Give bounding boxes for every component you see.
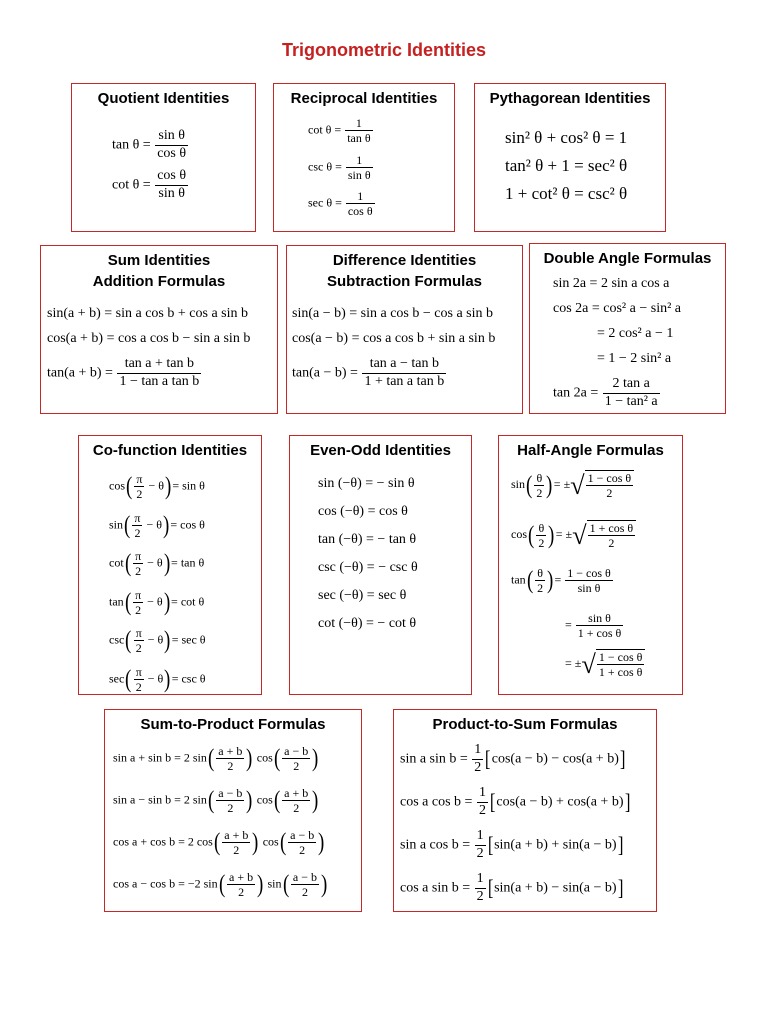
one-half: $\frac{1}{2}$: [476, 828, 484, 861]
product-to-sum-formula: cos a cos b = $\frac{1}{2}$ [cos(a − b) + cos(a + b)]: [400, 785, 631, 818]
cofunction-rhs: sin θ: [182, 478, 205, 493]
tan-double-formula: tan 2a = $\frac{\text{2 tan a}}{\text{1 − tan² a}}$: [553, 376, 658, 409]
reciprocal-identities-title: Reciprocal Identities: [290, 90, 438, 107]
stp-fraction-2: $\frac{a + b}{2}$: [284, 786, 309, 816]
evenodd-formula-4: csc (−θ) = − csc θ: [318, 560, 418, 575]
cofunction-rhs: tan θ: [180, 555, 205, 570]
cofunction-fn: tan: [109, 594, 124, 609]
sec-reciprocal-formula: sec θ = $\frac{1}{\text{cos θ}}$: [308, 189, 373, 219]
pts-rhs: sin(a + b) − sin(a − b): [494, 880, 617, 896]
cofunction-rhs: csc θ: [181, 671, 206, 686]
stp-lhs: sin a + sin b = 2 sin: [113, 750, 207, 765]
sum-to-product-formula: cos a + cos b = 2 cos( $\frac{a + b}{2}$ ) cos( $\frac{a - b}{2}$ ): [113, 828, 325, 858]
pi-over-2: $\frac{\pi}{2}$: [136, 472, 143, 502]
sum-to-product-formula: sin a − sin b = 2 sin( $\frac{a - b}{2}$ ) cos( $\frac{a + b}{2}$ ): [113, 786, 319, 816]
evenodd-formula-3: tan (−θ) = − tan θ: [318, 532, 417, 547]
sin-sum-formula: sin(a + b) = sin a cos b + cos a sin b: [47, 306, 248, 321]
stp-fraction-1: $\frac{a - b}{2}$: [218, 786, 243, 816]
sum-identities-title: Sum Identities: [107, 252, 211, 269]
pts-lhs: sin a sin b =: [400, 751, 468, 767]
page-title: Trigonometric Identities: [281, 40, 487, 60]
cofunction-formula: cos( $\frac{\pi}{2}$ − θ)= sin θ: [109, 472, 205, 502]
tan-half-angle-formula-2: = $\frac{\text{sin θ}}{\text{1 + cos θ}}$: [565, 611, 622, 641]
cos-double-formula-3: = 1 − 2 sin² a: [597, 351, 672, 366]
tan-quotient-formula: tan θ = $\frac{\text{sin θ}}{\text{cos θ}}$: [112, 128, 187, 161]
cot-quotient-formula: cot θ = $\frac{\text{cos θ}}{\text{sin θ}}$: [112, 168, 187, 201]
sum-to-product-title: Sum-to-Product Formulas: [140, 716, 326, 733]
difference-identities-title: Difference Identities: [332, 252, 477, 269]
cofunction-fn: cos: [109, 478, 125, 493]
cos-double-formula: cos 2a = cos² a − sin² a: [553, 301, 681, 316]
stp-fn2: sin: [267, 876, 282, 891]
one-half: $\frac{1}{2}$: [476, 871, 484, 904]
pts-rhs: cos(a − b) + cos(a + b): [496, 794, 624, 810]
evenodd-formula-6: cot (−θ) = − cot θ: [318, 616, 417, 631]
pythagorean-identities-title: Pythagorean Identities: [489, 90, 651, 107]
evenodd-identities-box: [289, 435, 472, 695]
half-angle-box: [498, 435, 683, 695]
pythagorean-formula-2: tan² θ + 1 = sec² θ: [505, 156, 628, 175]
evenodd-identities-title: Even-Odd Identities: [310, 442, 451, 459]
stp-fraction-1: $\frac{a + b}{2}$: [224, 828, 249, 858]
quotient-identities-title: Quotient Identities: [97, 90, 230, 107]
product-to-sum-formula: sin a cos b = $\frac{1}{2}$ [sin(a + b) + sin(a − b)]: [400, 828, 624, 861]
tan-difference-formula: tan(a − b) = $\frac{\text{tan a − tan b}}{\text{1 + tan a tan b}}$: [292, 356, 445, 389]
cot-reciprocal-formula: cot θ = $\frac{1}{\text{tan θ}}$: [308, 116, 371, 146]
cofunction-formula: sin( $\frac{\pi}{2}$ − θ)= cos θ: [109, 510, 205, 540]
cofunction-fn: sec: [109, 671, 125, 686]
cos-sum-formula: cos(a + b) = cos a cos b − sin a sin b: [47, 331, 251, 346]
pts-rhs: cos(a − b) − cos(a + b): [491, 751, 619, 767]
stp-fraction-1: $\frac{a + b}{2}$: [229, 870, 254, 900]
pythagorean-formula-1: sin² θ + cos² θ = 1: [505, 128, 628, 147]
stp-lhs: cos a + cos b = 2 cos: [113, 834, 213, 849]
addition-formulas-title: Addition Formulas: [92, 273, 226, 290]
pts-lhs: cos a cos b =: [400, 794, 473, 810]
cofunction-formula: csc( $\frac{\pi}{2}$ − θ)= sec θ: [109, 626, 206, 656]
sin-double-formula: sin 2a = 2 sin a cos a: [553, 276, 670, 291]
cofunction-rhs: cot θ: [180, 594, 205, 609]
evenodd-formula-1: sin (−θ) = − sin θ: [318, 476, 415, 491]
sum-to-product-formula: cos a − cos b = −2 sin( $\frac{a + b}{2}$ ) sin( $\frac{a - b}{2}$ ): [113, 870, 328, 900]
pts-lhs: cos a sin b =: [400, 880, 471, 896]
sin-half-angle-formula: sin( $\frac{\theta}{2}$ )= ±√ $\frac{\text{1 − cos θ}}{2}$: [511, 470, 634, 501]
tan-half-angle-formula: tan( $\frac{\theta}{2}$ )= $\frac{\text{1 − cos θ}}{\text{sin θ}}$: [511, 566, 611, 596]
quotient-identities-box: [71, 83, 256, 232]
tan-half-angle-formula-3: = ±√ $\frac{\text{1 − cos θ}}{\text{1 + cos θ}}$: [565, 649, 645, 680]
stp-fraction-2: $\frac{a - b}{2}$: [290, 828, 315, 858]
pts-lhs: sin a cos b =: [400, 837, 471, 853]
tan-sum-formula: tan(a + b) = $\frac{\text{tan a + tan b}}{\text{1 − tan a tan b}}$: [47, 356, 200, 389]
cofunction-rhs: sec θ: [181, 632, 206, 647]
double-angle-box: [529, 243, 726, 414]
one-half: $\frac{1}{2}$: [474, 742, 482, 775]
cofunction-identities-box: [78, 435, 262, 695]
sum-to-product-box: [104, 709, 362, 912]
pi-over-2: $\frac{\pi}{2}$: [135, 587, 142, 617]
pythagorean-identities-box: [474, 83, 666, 232]
stp-fraction-2: $\frac{a - b}{2}$: [284, 744, 309, 774]
cofunction-formula: cot( $\frac{\pi}{2}$ − θ)= tan θ: [109, 549, 205, 579]
sum-identities-box: [40, 245, 278, 414]
pts-rhs: sin(a + b) + sin(a − b): [494, 837, 617, 853]
sin-difference-formula: sin(a − b) = sin a cos b − cos a sin b: [292, 306, 493, 321]
cofunction-fn: csc: [109, 632, 125, 647]
pi-over-2: $\frac{\pi}{2}$: [134, 510, 141, 540]
stp-lhs: cos a − cos b = −2 sin: [113, 876, 218, 891]
half-angle-title: Half-Angle Formulas: [517, 442, 664, 459]
pi-over-2: $\frac{\pi}{2}$: [135, 626, 142, 656]
product-to-sum-formula: sin a sin b = $\frac{1}{2}$ [cos(a − b) − cos(a + b)]: [400, 742, 626, 775]
reciprocal-identities-box: [273, 83, 455, 232]
stp-fraction-2: $\frac{a - b}{2}$: [292, 870, 317, 900]
cos-difference-formula: cos(a − b) = cos a cos b + sin a sin b: [292, 331, 496, 346]
cofunction-formula: sec( $\frac{\pi}{2}$ − θ)= csc θ: [109, 664, 206, 694]
pythagorean-formula-3: 1 + cot² θ = csc² θ: [505, 184, 628, 203]
stp-lhs: sin a − sin b = 2 sin: [113, 792, 207, 807]
one-half: $\frac{1}{2}$: [478, 785, 486, 818]
double-angle-title: Double Angle Formulas: [543, 250, 712, 267]
product-to-sum-title: Product-to-Sum Formulas: [432, 716, 618, 733]
difference-identities-box: [286, 245, 523, 414]
stp-fn2: cos: [256, 750, 273, 765]
cofunction-fn: sin: [109, 517, 124, 532]
stp-fn2: cos: [262, 834, 279, 849]
stp-fraction-1: $\frac{a + b}{2}$: [218, 744, 243, 774]
cofunction-identities-title: Co-function Identities: [92, 442, 248, 459]
csc-reciprocal-formula: csc θ = $\frac{1}{\text{sin θ}}$: [308, 153, 371, 183]
cofunction-formula: tan( $\frac{\pi}{2}$ − θ)= cot θ: [109, 587, 205, 617]
cofunction-fn: cot: [109, 555, 124, 570]
cos-double-formula-2: = 2 cos² a − 1: [597, 326, 674, 341]
pi-over-2: $\frac{\pi}{2}$: [135, 664, 142, 694]
subtraction-formulas-title: Subtraction Formulas: [326, 273, 483, 290]
product-to-sum-box: [393, 709, 657, 912]
cofunction-rhs: cos θ: [180, 517, 205, 532]
evenodd-formula-2: cos (−θ) = cos θ: [318, 504, 408, 519]
evenodd-formula-5: sec (−θ) = sec θ: [318, 588, 407, 603]
cos-half-angle-formula: cos( $\frac{\theta}{2}$ )= ±√ $\frac{\text{1 + cos θ}}{2}$: [511, 520, 636, 551]
pi-over-2: $\frac{\pi}{2}$: [135, 549, 142, 579]
stp-fn2: cos: [256, 792, 273, 807]
sum-to-product-formula: sin a + sin b = 2 sin( $\frac{a + b}{2}$ ) cos( $\frac{a - b}{2}$ ): [113, 744, 319, 774]
product-to-sum-formula: cos a sin b = $\frac{1}{2}$ [sin(a + b) − sin(a − b)]: [400, 871, 624, 904]
